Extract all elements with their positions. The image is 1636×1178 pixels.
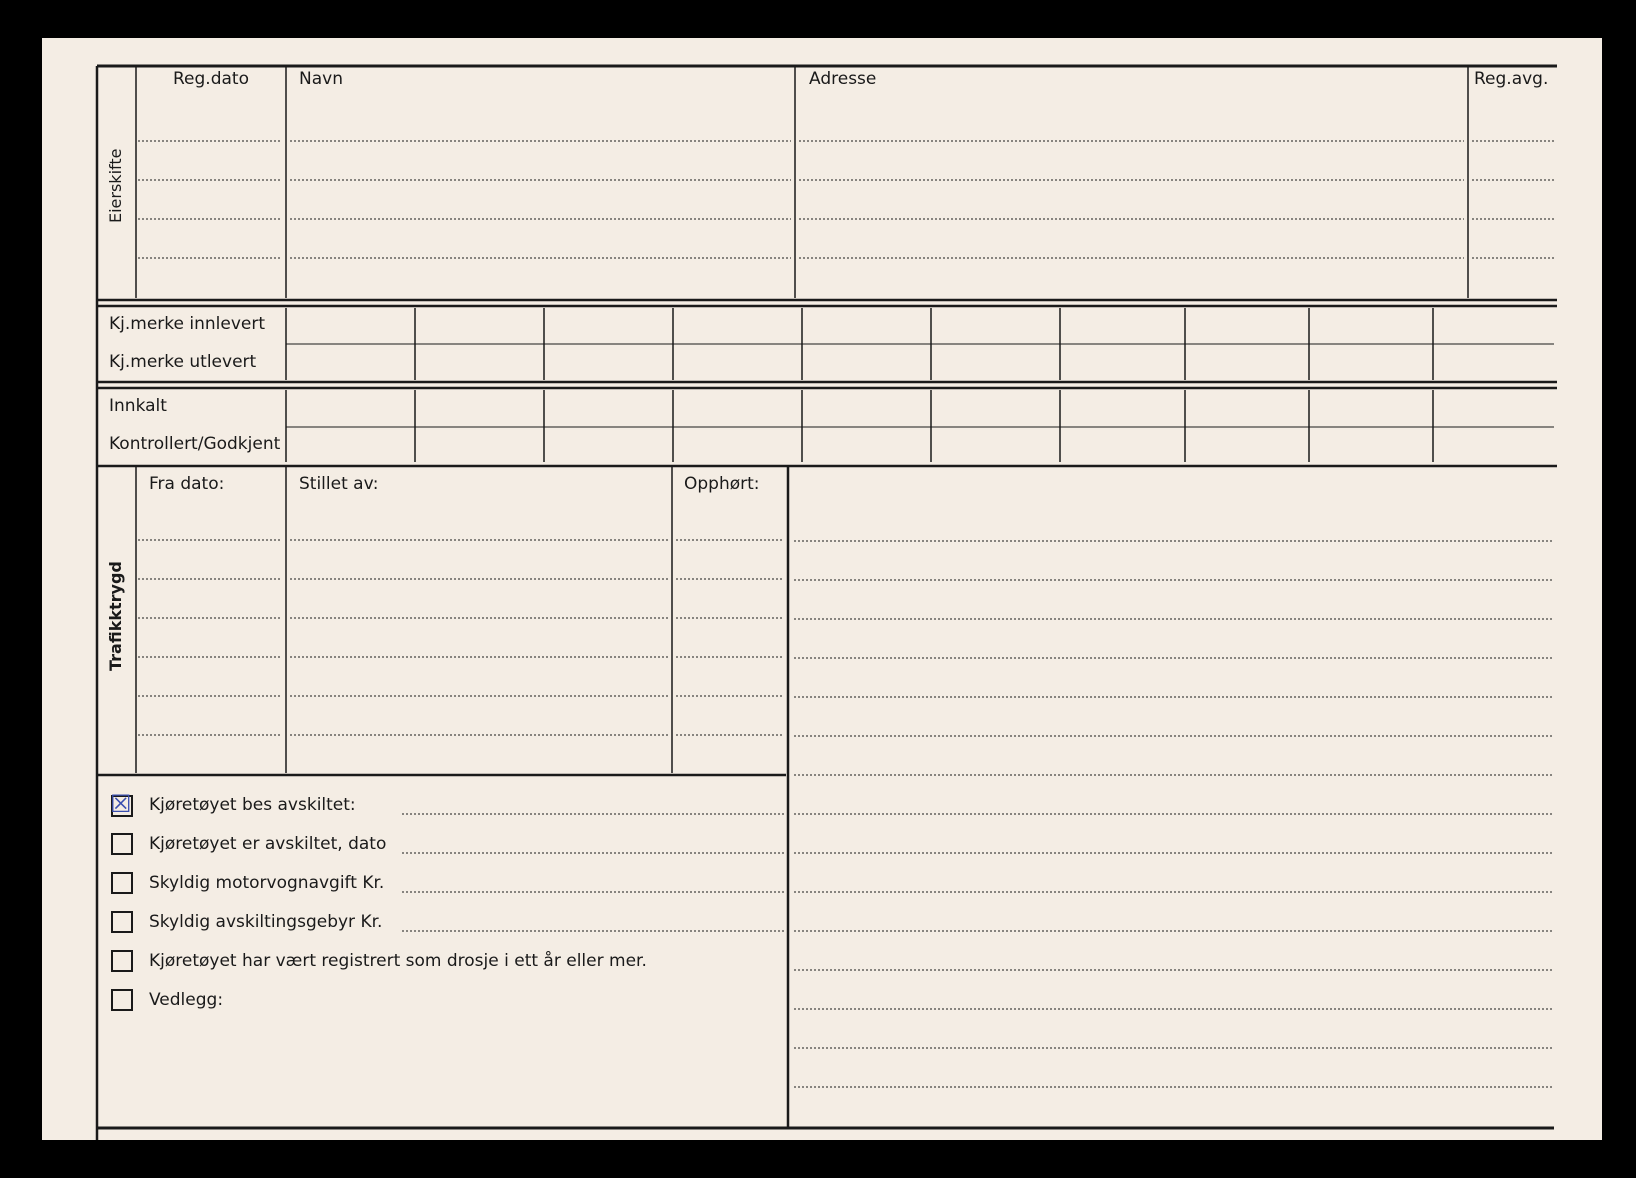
checklist-label-motorvognavgift: Skyldig motorvognavgift Kr. — [149, 873, 385, 893]
checkbox-vedlegg[interactable] — [111, 989, 133, 1011]
checkbox-bes-avskiltet[interactable] — [110, 790, 133, 818]
row-label-kjmerke-utlevert: Kj.merke utlevert — [109, 352, 257, 372]
registration-card — [42, 38, 1602, 1140]
col-header-adresse: Adresse — [809, 69, 877, 89]
form-grid-lines — [42, 38, 1602, 1140]
checklist-label-er-avskiltet: Kjøretøyet er avskiltet, dato — [149, 834, 387, 854]
row-label-innkalt: Innkalt — [109, 396, 167, 416]
col-header-fra-dato: Fra dato: — [149, 474, 225, 494]
checkbox-avskiltingsgebyr[interactable] — [111, 911, 133, 933]
row-label-kjmerke-innlevert: Kj.merke innlevert — [109, 314, 266, 334]
col-header-stillet-av: Stillet av: — [299, 474, 379, 494]
col-header-navn: Navn — [299, 69, 343, 89]
checkbox-drosje[interactable] — [111, 950, 133, 972]
check-mark-icon: ☒ — [110, 790, 132, 818]
checkbox-motorvognavgift[interactable] — [111, 872, 133, 894]
checklist-label-drosje: Kjøretøyet har vært registrert som drosje i ett år eller mer. — [149, 951, 647, 971]
trafikktrygd-side-label: Trafikktrygd — [106, 561, 125, 671]
col-header-regavg: Reg.avg. — [1474, 69, 1549, 89]
checkbox-er-avskiltet[interactable] — [111, 833, 133, 855]
col-header-opphort: Opphørt: — [684, 474, 760, 494]
checklist-label-avskiltingsgebyr: Skyldig avskiltingsgebyr Kr. — [149, 912, 383, 932]
row-label-kontrollert-godkjent: Kontrollert/Godkjent — [109, 434, 281, 454]
col-header-regdato: Reg.dato — [173, 69, 249, 89]
eierskifte-side-label: Eierskifte — [106, 148, 125, 223]
checklist-label-vedlegg: Vedlegg: — [149, 990, 224, 1010]
checklist-label-bes-avskiltet: Kjøretøyet bes avskiltet: — [149, 795, 356, 815]
